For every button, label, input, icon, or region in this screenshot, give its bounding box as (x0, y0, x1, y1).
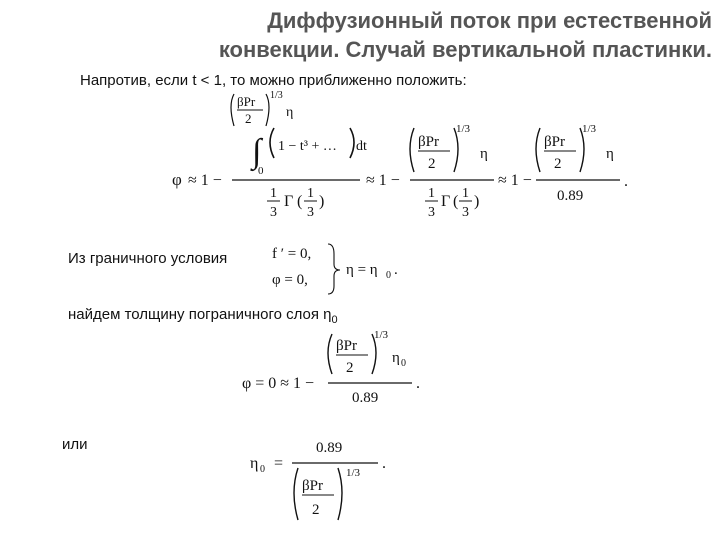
paren-right (266, 94, 269, 126)
formula1-integrand: 1 − t³ + … (278, 139, 337, 154)
formula2-eta-sub: 0 (401, 358, 406, 369)
formula1-f3-two: 2 (554, 156, 562, 172)
slide-title-line-2: конвекции. Случай вертикальной пластинки. (218, 37, 712, 62)
boundary-result-sub: 0 (386, 270, 391, 281)
thickness-text-main: найдем толщину пограничного слоя η (68, 306, 332, 323)
formula1-approx-1: ≈ 1 − (188, 172, 222, 189)
intro-text: Напротив, если t < 1, то можно приближенно положить: (80, 72, 467, 89)
formula2-period: . (416, 375, 420, 392)
formula1-f3-exp: 1/3 (582, 123, 597, 135)
thickness-text (68, 306, 338, 326)
svg-text:(: ( (297, 193, 303, 210)
formula3-num: 0.89 (316, 440, 343, 456)
boundary-result: η = η (346, 262, 378, 278)
formula1-f2-three-b: 3 (462, 205, 469, 220)
formula1-gamma: Γ (284, 193, 294, 210)
svg-text:): ) (319, 193, 325, 210)
formula1-f2-betapr: βPr (418, 134, 439, 150)
formula3-lhs: η (250, 455, 259, 472)
formula-phi-zero (240, 328, 440, 412)
formula3-eq: = (274, 455, 284, 472)
formula1-f2-gamma: Γ (441, 193, 451, 210)
curly-brace (328, 244, 340, 294)
svg-text:(: ( (453, 193, 459, 210)
formula2-lhs: φ = 0 ≈ 1 − (242, 375, 315, 392)
formula1-fraction-1 (231, 90, 367, 220)
boundary-period: . (394, 262, 398, 278)
formula1-f3-betapr: βPr (544, 134, 565, 150)
integral-sign: ∫ (252, 133, 262, 170)
boundary-text: Из граничного условия (68, 250, 228, 267)
formula1-dt: dt (356, 139, 367, 154)
formula1-f2-one-b: 1 (462, 186, 469, 201)
formula1-period: . (624, 173, 628, 190)
formula-eta-zero (244, 430, 404, 526)
boundary-cond-2: φ = 0, (272, 272, 308, 288)
slide-title (80, 6, 712, 64)
formula1-denom-one-a: 1 (270, 186, 277, 201)
formula2-denom: 0.89 (352, 390, 379, 406)
formula1-lower-limit: 0 (258, 165, 264, 177)
or-text: или (62, 436, 88, 453)
formula1-f3-eta: η (606, 146, 614, 162)
formula3-two: 2 (312, 502, 320, 518)
formula3-exp: 1/3 (346, 467, 361, 479)
svg-text:): ) (474, 193, 480, 210)
formula2-two: 2 (346, 360, 354, 376)
formula1-approx-3: ≈ 1 − (498, 172, 532, 189)
formula1-f2-three-a: 3 (428, 205, 435, 220)
formula1-upper-exp: 1/3 (270, 90, 283, 101)
formula1-denom-three-b: 3 (307, 205, 314, 220)
formula2-betapr: βPr (336, 338, 357, 354)
formula2-eta: η (392, 350, 400, 366)
formula1-denom-three-a: 3 (270, 205, 277, 220)
formula1-fraction-2 (410, 123, 494, 220)
formula3-period: . (382, 455, 386, 472)
formula1-f3-denom: 0.89 (557, 188, 584, 204)
formula1-upper-betapr: βPr (237, 94, 256, 109)
formula1-f2-exp: 1/3 (456, 123, 471, 135)
formula-approximation (160, 90, 640, 230)
paren-left (231, 94, 234, 126)
integrand-paren-left (270, 128, 274, 158)
slide-title-line-1: Диффузионный поток при естественной (267, 8, 712, 33)
formula1-fraction-3 (536, 123, 620, 204)
formula1-f2-eta: η (480, 146, 488, 162)
formula1-approx-2: ≈ 1 − (366, 172, 400, 189)
formula1-upper-two: 2 (245, 111, 252, 126)
formula2-exp: 1/3 (374, 329, 389, 341)
formula1-denom-one-b: 1 (307, 186, 314, 201)
formula1-f2-two: 2 (428, 156, 436, 172)
integrand-paren-right (350, 128, 354, 158)
formula3-betapr: βPr (302, 478, 323, 494)
thickness-text-sub: 0 (331, 314, 338, 326)
formula-boundary-condition (268, 240, 418, 296)
boundary-cond-1: f ′ = 0, (272, 246, 312, 262)
formula3-lhs-sub: 0 (260, 464, 265, 475)
formula1-f2-one-a: 1 (428, 186, 435, 201)
formula1-upper-eta: η (286, 105, 294, 120)
formula1-phi: φ (172, 170, 182, 189)
